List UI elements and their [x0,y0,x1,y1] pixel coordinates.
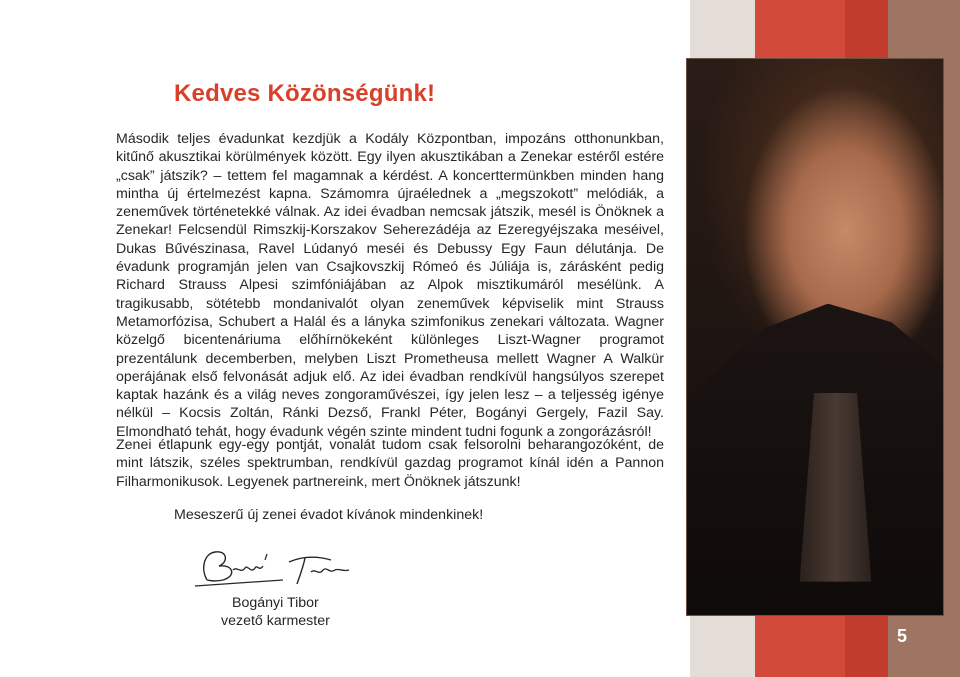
signer-name: Bogányi Tibor [232,595,319,611]
page-title: Kedves Közönségünk! [174,80,436,107]
closing-line: Meseszerű új zenei évadot kívánok mindenkinek! [174,507,484,523]
handwritten-signature [193,540,353,598]
page-number: 5 [897,626,908,646]
conductor-portrait-photo [686,58,944,616]
signer-role: vezető karmester [221,613,330,629]
letter-paragraph-2: Zenei étlapunk egy-egy pontját, vonalát tudom csak felsorolni beharangozóként, de mint látszik, széles spektrumban, rendkívül gazdag programot kínál idén a Pannon Filharmonikusok. Legyenek partnereink, mert Önöknek játszunk! [116,437,664,490]
letter-paragraph-1: Második teljes évadunkat kezdjük a Kodály Központban, impozáns otthonunkban, kitűnő akusztikai körülmények között. Egy ilyen akusztikában a Zenekar estéről estére „csak” játszik? – tettem fel magamnak a kérdést. A koncerttermünkben minden hang mintha új értelmezést kapna. Számomra újraélednek a „megszokott” melódiák, a zeneművek történetekké válnak. Az idei évadban nemcsak játszik, mesél is Önöknek a Zenekar! Felcsendül Rimszkij-Korszakov Seherezádéja az Ezeregyéjszaka meséivel, Dukas Bűvészinasa, Ravel Lúdanyó meséi és Debussy Egy Faun délutánja. De évadunk programján jelen van Csajkovszkij Rómeó és Júliája is, zárásként pedig Richard Strauss Alpesi szimfóniájában az Alpok misztikumáról mesélünk. A tragikusabb, sötétebb mondanivalót olyan zeneművek képviselik mint Strauss Metamorfózisa, Schubert a Halál és a lányka szimfonikus zenekari változata. Wagner közelgő bicentenáriuma előhírnökeként különleges Liszt-Wagner programot prezentálunk decemberben, melyben Liszt Prometheusa mellett Wagner A Walkür operájának első felvonását adjuk elő. Az idei évadban rendkívül hangsúlyos szerepet kaptak hazánk és a világ neves zongoraművészei, így jelen lesz – a teljesség igénye nélkül – Kocsis Zoltán, Ránki Dezső, Frankl Péter, Bogányi Gergely, Fazil Say. Elmondható tehát, hogy évadunk végén szinte mindent tudni fogunk a zongorázásról! [116,131,664,440]
